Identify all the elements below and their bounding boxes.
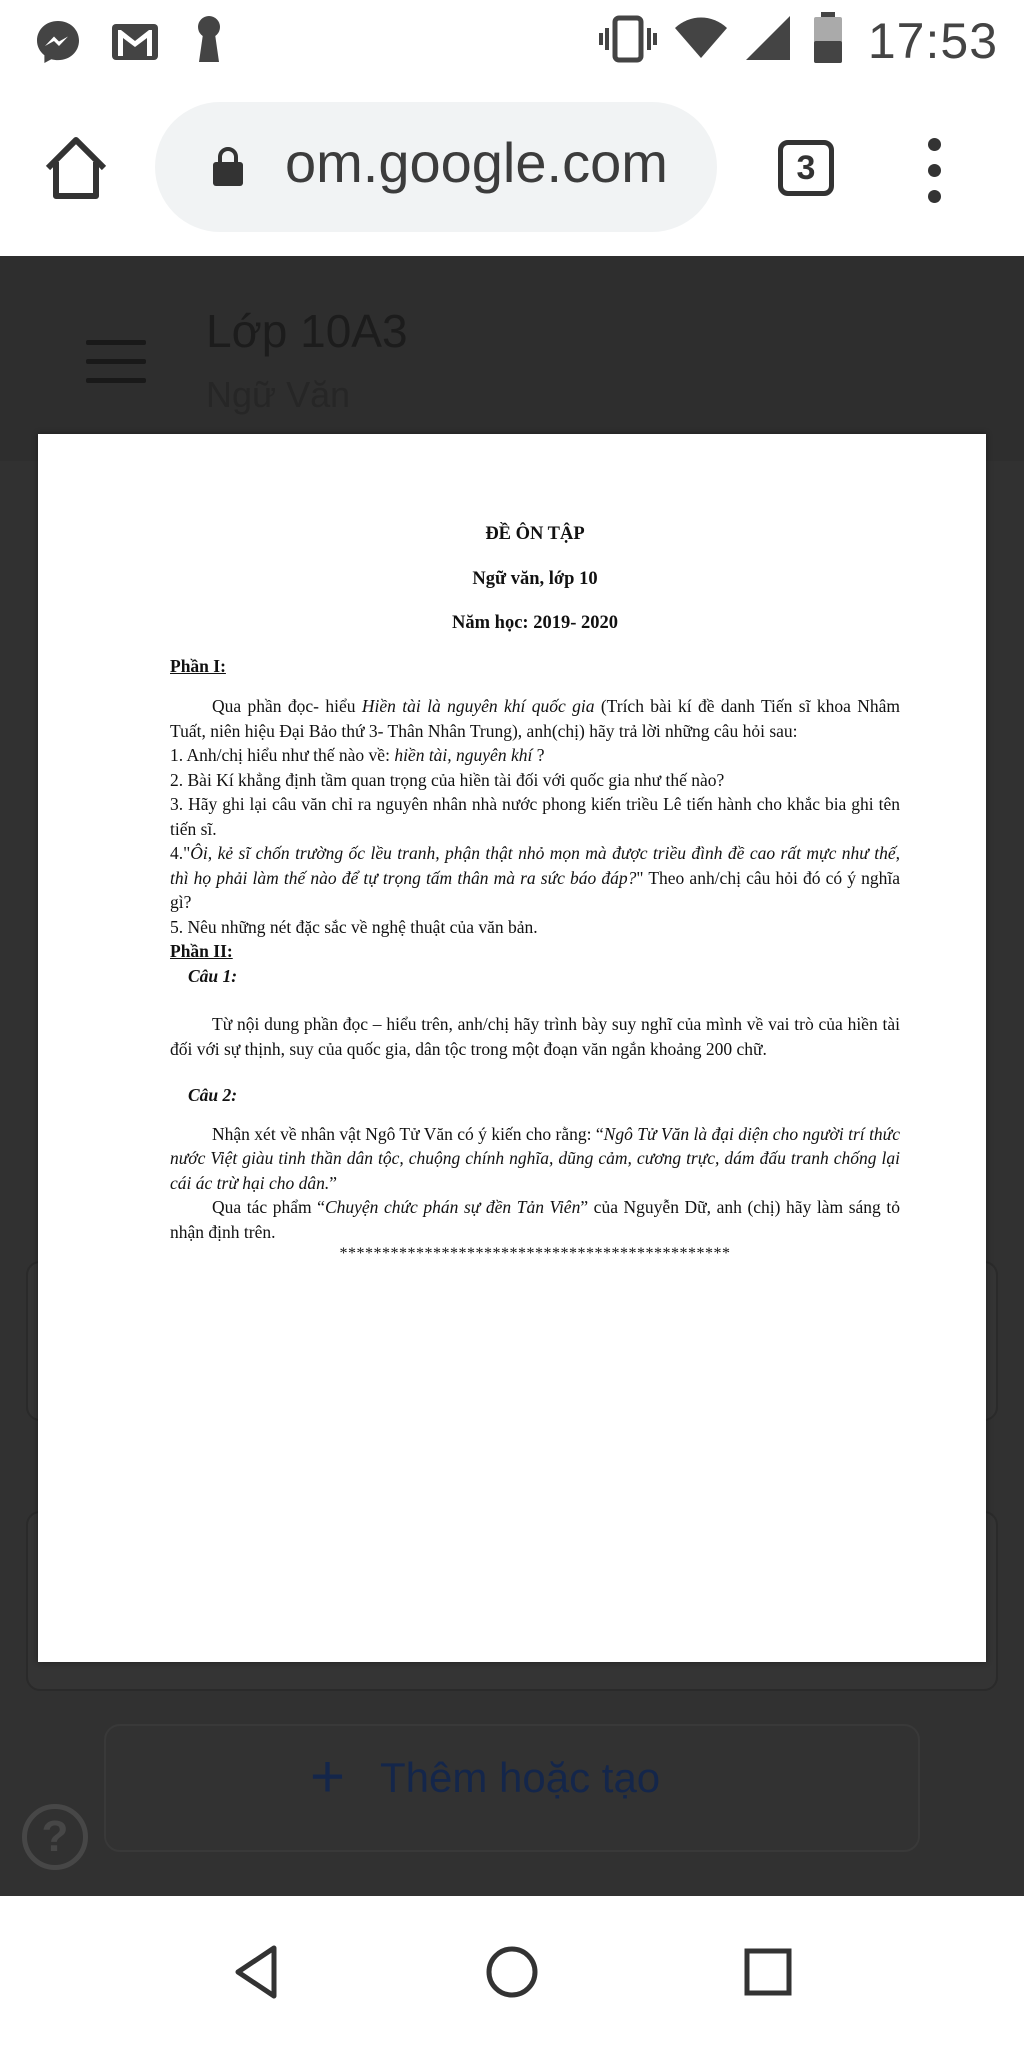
gmail-icon: [110, 22, 160, 62]
class-subject: Ngữ Văn: [206, 374, 351, 415]
cau2-text: Nhận xét về nhân vật Ngô Tử Văn có ý kiến cho rằng: “Ngô Tử Văn là đại diện cho người trí thức nước Việt giàu tinh thần dân tộc, chuộng chính nghĩa, dũng cảm, cương trực, dám đấu tranh chống lại cái ác trừ hại cho dân.”: [170, 1123, 900, 1193]
doc-school-year: Năm học: 2019- 2020: [452, 613, 618, 633]
wifi-icon: [674, 16, 728, 60]
url-text[interactable]: om.google.com: [285, 131, 668, 194]
battery-icon: [812, 12, 844, 64]
add-or-create-label: Thêm hoặc tạo: [380, 1754, 661, 1801]
back-icon[interactable]: [224, 1940, 288, 2004]
lock-icon: [211, 146, 245, 186]
cau1-label: Câu 1:: [188, 965, 238, 986]
question-4: 4."Ôi, kẻ sĩ chốn trường ốc lều tranh, phận thật nhỏ mọn mà được triều đình đề cao rất mực như thế, thì họ phải làm thế nào để tự trọng tấm thân mà ra sức báo đáp?" Theo anh/chị câu hỏi đó có ý nghĩa gì?: [170, 843, 900, 912]
help-icon[interactable]: ?: [22, 1804, 88, 1870]
vibrate-icon: [598, 14, 658, 64]
cau1-text: Từ nội dung phần đọc – hiểu trên, anh/chị hãy trình bày suy nghĩ của mình về vai trò của hiền tài đối với sự thịnh, suy của quốc gia, dân tộc trong một đoạn văn ngắn khoảng 200 chữ.: [170, 1014, 900, 1059]
menu-dot-icon: [928, 190, 941, 203]
cau2-label: Câu 2:: [188, 1085, 238, 1105]
status-time: 17:53: [867, 13, 998, 69]
document-preview[interactable]: [38, 434, 986, 1662]
messenger-icon: [34, 18, 82, 66]
signal-icon: [744, 14, 792, 62]
document-content: [170, 522, 900, 1262]
home-button[interactable]: [40, 132, 112, 204]
part1-heading: Phần I:: [170, 655, 226, 676]
recents-icon[interactable]: [736, 1940, 800, 2004]
question-3: 3. Hãy ghi lại câu văn chỉ ra nguyên nhân nhà nước phong kiến triều Lê tiến hành cho khắc bia ghi tên tiến sĩ.: [170, 794, 900, 839]
part1-intro: Qua phần đọc- hiểu Hiền tài là nguyên khí quốc gia (Trích bài kí đề danh Tiến sĩ khoa Nhâm Tuất, niên hiệu Đại Bảo thứ 3- Thân Nhân Trung), anh(chị) hãy trả lời những câu hỏi sau:: [170, 696, 900, 741]
doc-title: ĐỀ ÔN TẬP: [485, 524, 585, 544]
system-nav-bar: [0, 1896, 1024, 2048]
home-icon[interactable]: [480, 1940, 544, 2004]
menu-dot-icon: [928, 138, 941, 151]
browser-toolbar: [0, 82, 1024, 256]
doc-subtitle: Ngữ văn, lớp 10: [472, 568, 598, 589]
more-menu-button[interactable]: [918, 138, 950, 202]
cau2-task: Qua tác phẩm “Chuyện chức phán sự đền Tản Viên” của Nguyễn Dữ, anh (chị) hãy làm sáng tỏ nhận định trên.: [170, 1197, 900, 1242]
question-2: 2. Bài Kí khẳng định tầm quan trọng của hiền tài đối với quốc gia như thế nào?: [170, 769, 725, 790]
question-1: 1. Anh/chị hiểu như thế nào về: hiền tài, nguyên khí ?: [170, 745, 545, 765]
hamburger-menu-icon[interactable]: [86, 340, 146, 384]
question-5: 5. Nêu những nét đặc sắc về nghệ thuật của văn bản.: [170, 916, 538, 937]
class-header: [0, 256, 1024, 461]
tab-switcher-button[interactable]: 3: [778, 140, 834, 196]
part2-heading: Phần II:: [170, 941, 233, 961]
address-bar[interactable]: [155, 102, 717, 232]
stars-divider: **********************************************: [339, 1245, 731, 1262]
keyhole-icon: [192, 14, 226, 64]
menu-dot-icon: [928, 164, 941, 177]
class-title: Lớp 10A3: [206, 305, 408, 357]
plus-icon: +: [310, 1743, 346, 1810]
status-bar: [0, 0, 1024, 82]
